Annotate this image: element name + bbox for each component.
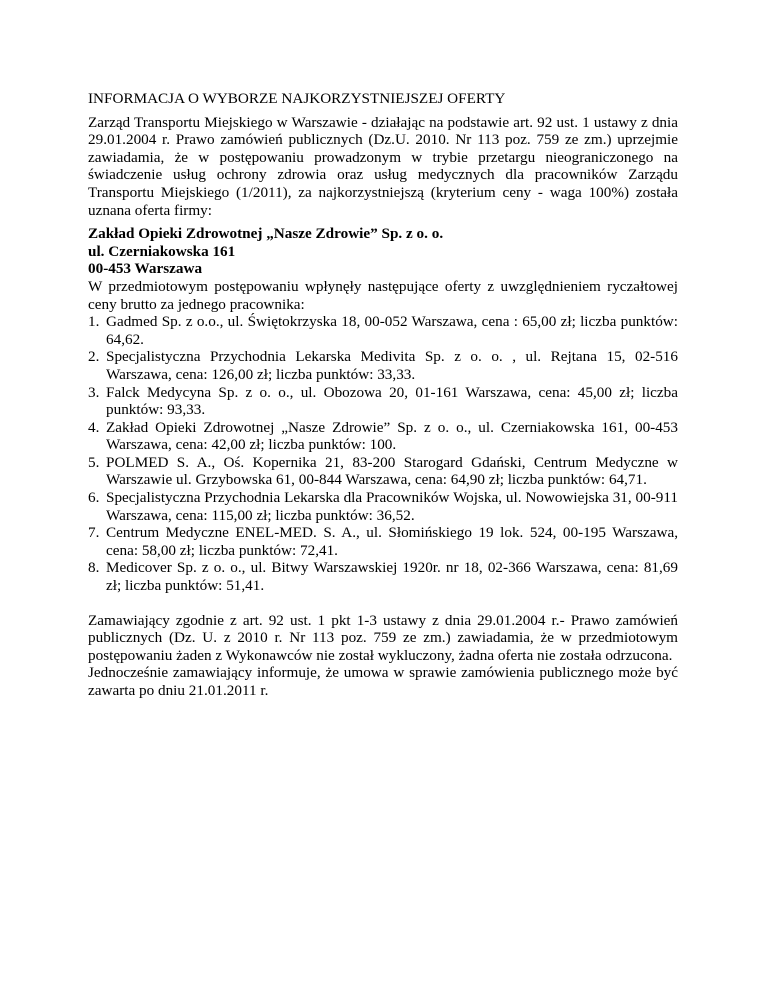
offer-text: Falck Medycyna Sp. z o. o., ul. Obozowa 20, 01-161 Warszawa, cena: 45,00 zł; liczba punktów: 93,33. [106, 383, 678, 419]
offer-number: 8. [88, 559, 100, 577]
offer-text: POLMED S. A., Oś. Kopernika 21, 83-200 Starogard Gdański, Centrum Medyczne w Warszawie ul. Grzybowska 61, 00-844 Warszawa, cena: 64,90 zł; liczba punktów: 64,71. [106, 453, 678, 489]
winner-city: 00-453 Warszawa [88, 260, 203, 278]
offer-item [88, 313, 678, 348]
offer-number: 1. [88, 313, 100, 331]
winner-name: Zakład Opieki Zdrowotnej „Nasze Zdrowie” Sp. z o. o. [88, 225, 444, 243]
offer-text: Medicover Sp. z o. o., ul. Bitwy Warszawskiej 1920r. nr 18, 02-366 Warszawa, cena: 81,69 zł; liczba punktów: 51,41. [106, 559, 678, 595]
closing-paragraph-1: Zamawiający zgodnie z art. 92 ust. 1 pkt 1-3 ustawy z dnia 29.01.2004 r.- Prawo zamówień publicznych (Dz. U. z 2010 r. Nr 113 poz. 759 ze zm.) zawiadamia, że w przedmiotowym postępowaniu żaden z Wykonawców nie został wykluczony, żadna oferta nie została odrzucona. [88, 611, 678, 664]
offer-number: 7. [88, 524, 100, 542]
offer-item [88, 524, 678, 559]
offers-list [88, 313, 678, 595]
offer-number: 5. [88, 453, 100, 471]
document-page [88, 90, 678, 700]
offer-text: Specjalistyczna Przychodnia Lekarska dla Pracowników Wojska, ul. Nowowiejska 31, 00-911 Warszawa, cena: 115,00 zł; liczba punktów: 36,52. [106, 489, 678, 524]
offer-text: Zakład Opieki Zdrowotnej „Nasze Zdrowie” Sp. z o. o., ul. Czerniakowska 161, 00-453 Warszawa, cena: 42,00 zł; liczba punktów: 100. [106, 418, 678, 454]
document-title: INFORMACJA O WYBORZE NAJKORZYSTNIEJSZEJ OFERTY [88, 90, 506, 107]
offer-item [88, 419, 678, 454]
paragraph-gap [88, 595, 678, 612]
offer-number: 4. [88, 418, 100, 436]
offer-item [88, 384, 678, 419]
offer-item [88, 454, 678, 489]
offer-number: 2. [88, 348, 100, 366]
winner-block [88, 225, 678, 278]
offers-intro: W przedmiotowym postępowaniu wpłynęły następujące oferty z uwzględnieniem ryczałtowej ceny brutto za jednego pracownika: [88, 277, 678, 313]
closing-paragraph-2: Jednocześnie zamawiający informuje, że umowa w sprawie zamówienia publicznego może być zawarta po dniu 21.01.2011 r. [88, 664, 678, 699]
offer-item [88, 348, 678, 383]
offer-text: Gadmed Sp. z o.o., ul. Świętokrzyska 18, 00-052 Warszawa, cena : 65,00 zł; liczba punktów: 64,62. [106, 313, 678, 348]
offer-item [88, 559, 678, 594]
offer-number: 6. [88, 489, 100, 507]
offer-text: Centrum Medyczne ENEL-MED. S. A., ul. Słomińskiego 19 lok. 524, 00-195 Warszawa, cena: 58,00 zł; liczba punktów: 72,41. [106, 524, 678, 559]
offer-number: 3. [88, 383, 100, 401]
offer-item [88, 489, 678, 524]
winner-street: ul. Czerniakowska 161 [88, 242, 236, 260]
offer-text: Specjalistyczna Przychodnia Lekarska Medivita Sp. z o. o. , ul. Rejtana 15, 02-516 Warszawa, cena: 126,00 zł; liczba punktów: 33,33. [106, 348, 678, 383]
intro-paragraph: Zarząd Transportu Miejskiego w Warszawie - działając na podstawie art. 92 ust. 1 ustawy z dnia 29.01.2004 r. Prawo zamówień publicznych (Dz.U. 2010. Nr 113 poz. 759 ze zm.) uprzejmie zawiadamia, że w postępowaniu prowadzonym w trybie przetargu nieograniczonego na świadczenie usług ochrony zdrowia oraz usług medycznych dla pracowników Zarządu Transportu Miejskiego (1/2011), za najkorzystniejszą (kryterium ceny - waga 100%) została uznana oferta firmy: [88, 113, 678, 219]
